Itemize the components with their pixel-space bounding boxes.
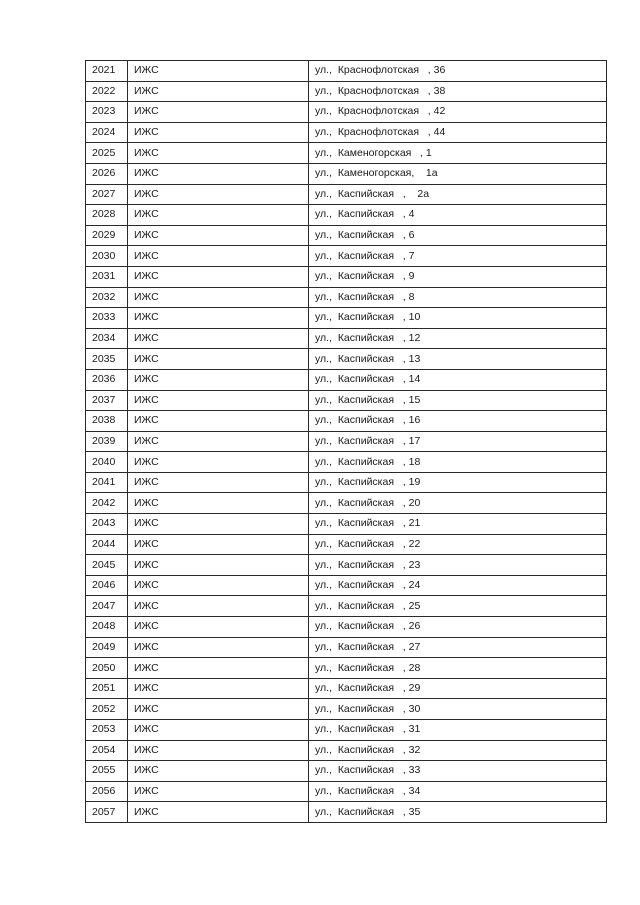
building-type-cell: ИЖС bbox=[128, 122, 309, 143]
row-number-cell: 2046 bbox=[86, 575, 128, 596]
row-number-cell: 2036 bbox=[86, 369, 128, 390]
table-row bbox=[86, 369, 607, 390]
address-cell: ул., Каспийская , 27 bbox=[309, 637, 607, 658]
table-row bbox=[86, 61, 607, 82]
address-cell: ул., Каспийская , 6 bbox=[309, 225, 607, 246]
row-number-cell: 2032 bbox=[86, 287, 128, 308]
address-cell: ул., Каспийская , 2а bbox=[309, 184, 607, 205]
building-type-cell: ИЖС bbox=[128, 163, 309, 184]
table-row bbox=[86, 287, 607, 308]
row-number-cell: 2042 bbox=[86, 493, 128, 514]
table-row bbox=[86, 390, 607, 411]
building-type-cell: ИЖС bbox=[128, 514, 309, 535]
address-cell: ул., Каспийская , 31 bbox=[309, 720, 607, 741]
row-number-cell: 2025 bbox=[86, 143, 128, 164]
row-number-cell: 2051 bbox=[86, 678, 128, 699]
row-number-cell: 2024 bbox=[86, 122, 128, 143]
row-number-cell: 2056 bbox=[86, 781, 128, 802]
address-cell: ул., Каспийская , 23 bbox=[309, 555, 607, 576]
building-type-cell: ИЖС bbox=[128, 637, 309, 658]
table-row bbox=[86, 596, 607, 617]
address-cell: ул., Каменогорская , 1 bbox=[309, 143, 607, 164]
building-type-cell: ИЖС bbox=[128, 596, 309, 617]
address-cell: ул., Каспийская , 15 bbox=[309, 390, 607, 411]
address-table-body bbox=[86, 61, 607, 823]
address-cell: ул., Каспийская , 8 bbox=[309, 287, 607, 308]
building-type-cell: ИЖС bbox=[128, 349, 309, 370]
address-cell: ул., Каспийская , 35 bbox=[309, 802, 607, 823]
building-type-cell: ИЖС bbox=[128, 102, 309, 123]
building-type-cell: ИЖС bbox=[128, 452, 309, 473]
building-type-cell: ИЖС bbox=[128, 720, 309, 741]
row-number-cell: 2033 bbox=[86, 308, 128, 329]
building-type-cell: ИЖС bbox=[128, 781, 309, 802]
address-cell: ул., Каспийская , 9 bbox=[309, 266, 607, 287]
table-row bbox=[86, 493, 607, 514]
address-cell: ул., Каспийская , 20 bbox=[309, 493, 607, 514]
building-type-cell: ИЖС bbox=[128, 246, 309, 267]
row-number-cell: 2053 bbox=[86, 720, 128, 741]
row-number-cell: 2039 bbox=[86, 431, 128, 452]
address-cell: ул., Каспийская , 30 bbox=[309, 699, 607, 720]
address-cell: ул., Краснофлотская , 44 bbox=[309, 122, 607, 143]
address-cell: ул., Каспийская , 7 bbox=[309, 246, 607, 267]
table-row bbox=[86, 246, 607, 267]
building-type-cell: ИЖС bbox=[128, 369, 309, 390]
building-type-cell: ИЖС bbox=[128, 472, 309, 493]
building-type-cell: ИЖС bbox=[128, 143, 309, 164]
row-number-cell: 2050 bbox=[86, 658, 128, 679]
address-cell: ул., Краснофлотская , 42 bbox=[309, 102, 607, 123]
table-row bbox=[86, 184, 607, 205]
table-row bbox=[86, 740, 607, 761]
row-number-cell: 2023 bbox=[86, 102, 128, 123]
row-number-cell: 2034 bbox=[86, 328, 128, 349]
table-row bbox=[86, 225, 607, 246]
building-type-cell: ИЖС bbox=[128, 534, 309, 555]
table-row bbox=[86, 122, 607, 143]
building-type-cell: ИЖС bbox=[128, 678, 309, 699]
address-cell: ул., Каспийская , 16 bbox=[309, 411, 607, 432]
building-type-cell: ИЖС bbox=[128, 493, 309, 514]
row-number-cell: 2049 bbox=[86, 637, 128, 658]
table-row bbox=[86, 163, 607, 184]
building-type-cell: ИЖС bbox=[128, 266, 309, 287]
address-cell: ул., Каспийская , 21 bbox=[309, 514, 607, 535]
row-number-cell: 2035 bbox=[86, 349, 128, 370]
building-type-cell: ИЖС bbox=[128, 431, 309, 452]
address-cell: ул., Каспийская , 26 bbox=[309, 617, 607, 638]
row-number-cell: 2022 bbox=[86, 81, 128, 102]
address-cell: ул., Каспийская , 28 bbox=[309, 658, 607, 679]
table-row bbox=[86, 266, 607, 287]
row-number-cell: 2057 bbox=[86, 802, 128, 823]
row-number-cell: 2044 bbox=[86, 534, 128, 555]
table-row bbox=[86, 699, 607, 720]
address-cell: ул., Каспийская , 12 bbox=[309, 328, 607, 349]
row-number-cell: 2045 bbox=[86, 555, 128, 576]
row-number-cell: 2029 bbox=[86, 225, 128, 246]
building-type-cell: ИЖС bbox=[128, 740, 309, 761]
building-type-cell: ИЖС bbox=[128, 225, 309, 246]
building-type-cell: ИЖС bbox=[128, 205, 309, 226]
table-row bbox=[86, 472, 607, 493]
building-type-cell: ИЖС bbox=[128, 699, 309, 720]
table-row bbox=[86, 637, 607, 658]
row-number-cell: 2037 bbox=[86, 390, 128, 411]
table-row bbox=[86, 555, 607, 576]
table-row bbox=[86, 102, 607, 123]
row-number-cell: 2054 bbox=[86, 740, 128, 761]
table-row bbox=[86, 81, 607, 102]
row-number-cell: 2030 bbox=[86, 246, 128, 267]
table-row bbox=[86, 575, 607, 596]
table-row bbox=[86, 452, 607, 473]
building-type-cell: ИЖС bbox=[128, 308, 309, 329]
table-row bbox=[86, 802, 607, 823]
row-number-cell: 2026 bbox=[86, 163, 128, 184]
building-type-cell: ИЖС bbox=[128, 81, 309, 102]
address-cell: ул., Краснофлотская , 36 bbox=[309, 61, 607, 82]
table-row bbox=[86, 658, 607, 679]
table-row bbox=[86, 143, 607, 164]
address-cell: ул., Каспийская , 14 bbox=[309, 369, 607, 390]
address-cell: ул., Каспийская , 29 bbox=[309, 678, 607, 699]
row-number-cell: 2031 bbox=[86, 266, 128, 287]
building-type-cell: ИЖС bbox=[128, 658, 309, 679]
address-cell: ул., Каспийская , 4 bbox=[309, 205, 607, 226]
row-number-cell: 2048 bbox=[86, 617, 128, 638]
building-type-cell: ИЖС bbox=[128, 617, 309, 638]
table-row bbox=[86, 328, 607, 349]
address-cell: ул., Каспийская , 19 bbox=[309, 472, 607, 493]
table-row bbox=[86, 205, 607, 226]
address-cell: ул., Каспийская , 22 bbox=[309, 534, 607, 555]
row-number-cell: 2027 bbox=[86, 184, 128, 205]
row-number-cell: 2047 bbox=[86, 596, 128, 617]
table-row bbox=[86, 411, 607, 432]
table-row bbox=[86, 534, 607, 555]
row-number-cell: 2043 bbox=[86, 514, 128, 535]
building-type-cell: ИЖС bbox=[128, 184, 309, 205]
address-cell: ул., Каменогорская, 1а bbox=[309, 163, 607, 184]
table-row bbox=[86, 761, 607, 782]
table-row bbox=[86, 720, 607, 741]
table-row bbox=[86, 349, 607, 370]
address-table bbox=[85, 60, 607, 823]
building-type-cell: ИЖС bbox=[128, 575, 309, 596]
building-type-cell: ИЖС bbox=[128, 287, 309, 308]
building-type-cell: ИЖС bbox=[128, 802, 309, 823]
row-number-cell: 2052 bbox=[86, 699, 128, 720]
building-type-cell: ИЖС bbox=[128, 411, 309, 432]
row-number-cell: 2055 bbox=[86, 761, 128, 782]
building-type-cell: ИЖС bbox=[128, 328, 309, 349]
address-cell: ул., Каспийская , 24 bbox=[309, 575, 607, 596]
table-row bbox=[86, 617, 607, 638]
row-number-cell: 2021 bbox=[86, 61, 128, 82]
building-type-cell: ИЖС bbox=[128, 555, 309, 576]
table-row bbox=[86, 678, 607, 699]
address-cell: ул., Каспийская , 18 bbox=[309, 452, 607, 473]
table-row bbox=[86, 514, 607, 535]
address-cell: ул., Каспийская , 34 bbox=[309, 781, 607, 802]
address-cell: ул., Каспийская , 13 bbox=[309, 349, 607, 370]
table-row bbox=[86, 431, 607, 452]
row-number-cell: 2028 bbox=[86, 205, 128, 226]
row-number-cell: 2041 bbox=[86, 472, 128, 493]
address-cell: ул., Каспийская , 17 bbox=[309, 431, 607, 452]
row-number-cell: 2040 bbox=[86, 452, 128, 473]
table-row bbox=[86, 308, 607, 329]
building-type-cell: ИЖС bbox=[128, 390, 309, 411]
address-cell: ул., Каспийская , 25 bbox=[309, 596, 607, 617]
address-cell: ул., Каспийская , 32 bbox=[309, 740, 607, 761]
address-cell: ул., Каспийская , 10 bbox=[309, 308, 607, 329]
row-number-cell: 2038 bbox=[86, 411, 128, 432]
building-type-cell: ИЖС bbox=[128, 61, 309, 82]
address-cell: ул., Каспийская , 33 bbox=[309, 761, 607, 782]
table-row bbox=[86, 781, 607, 802]
address-cell: ул., Краснофлотская , 38 bbox=[309, 81, 607, 102]
building-type-cell: ИЖС bbox=[128, 761, 309, 782]
